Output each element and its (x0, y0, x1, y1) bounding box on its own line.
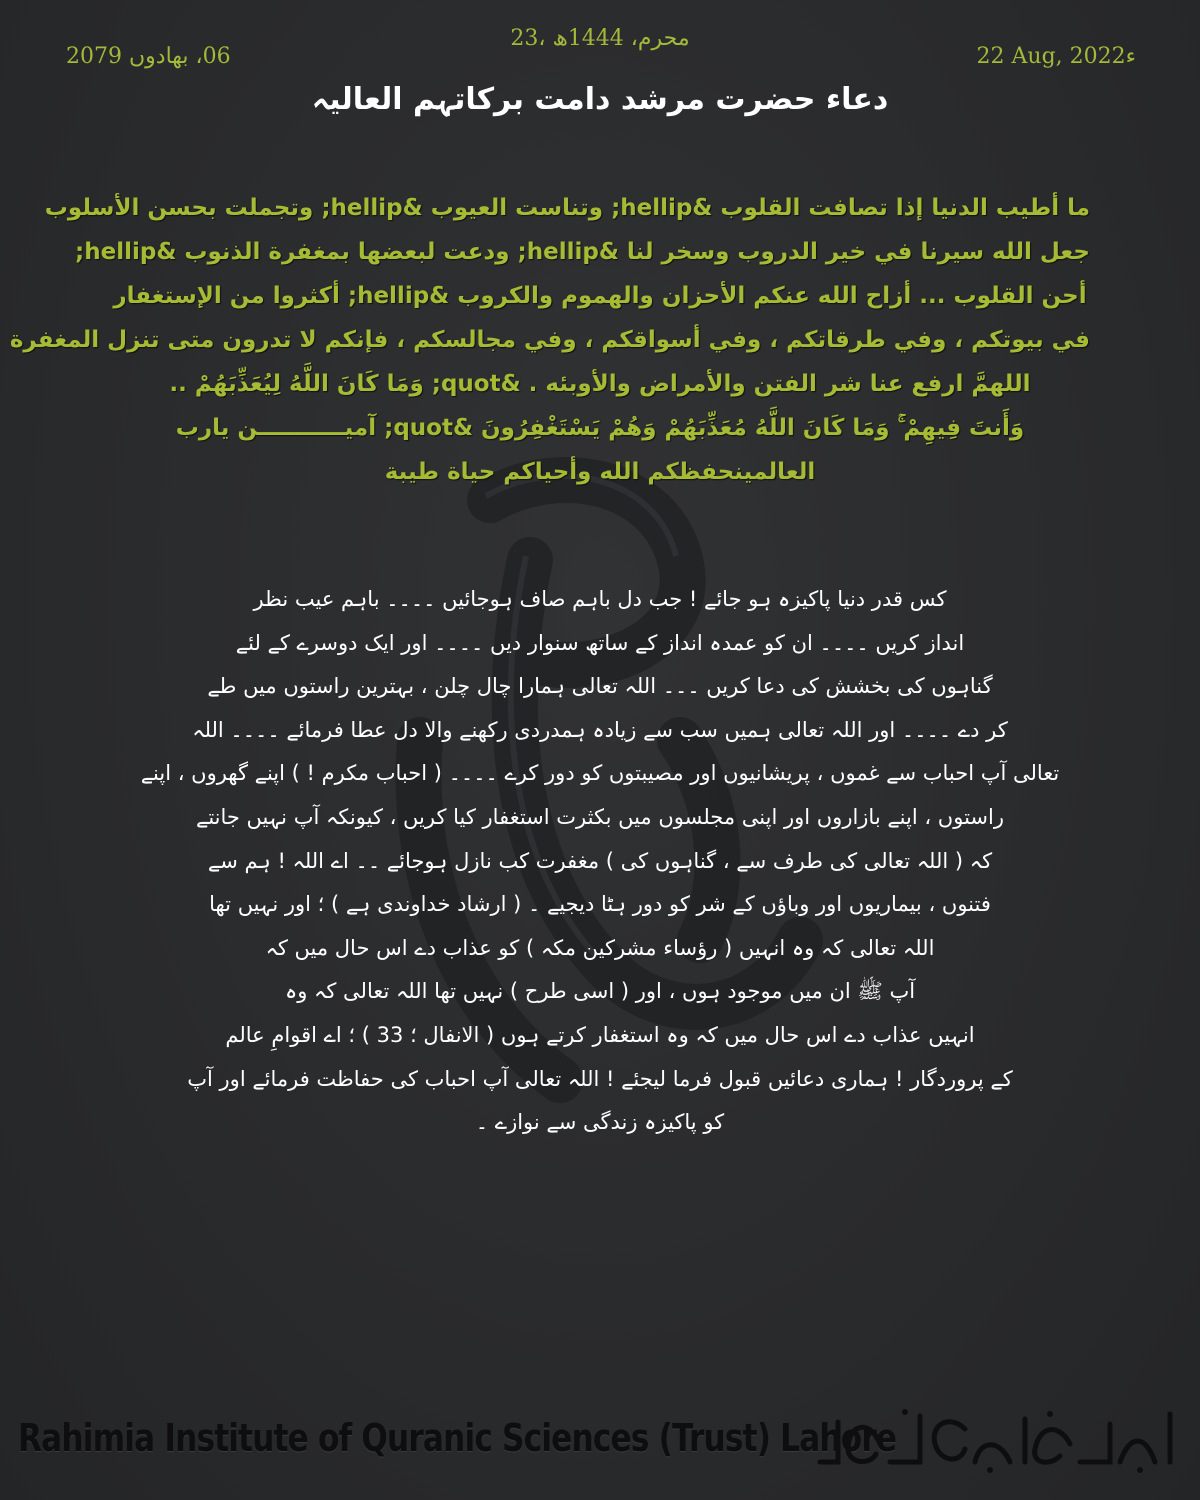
urdu-line: اللہ تعالی کہ وہ انہیں ( رؤساء مشرکین مکہ ) کو عذاب دے اس حال میں کہ (265, 935, 935, 960)
urdu-line: کر دے ۔۔۔۔ اور اللہ تعالی ہمیں سب سے زیادہ ہمدردی رکھنے والا دل عطا فرمائے ۔۔۔۔ اللہ (192, 717, 1008, 742)
footer (18, 1398, 1182, 1478)
urdu-line: کو پاکیزہ زندگی سے نوازے ۔ (475, 1110, 725, 1135)
urdu-line: راستوں ، اپنے بازاروں اور اپنی مجلسوں میں بکثرت استغفار کیا کریں ، کیونکہ آپ نہیں جانتے (196, 804, 1004, 829)
arabic-line: ما أطيب الدنيا إذا تصافت القلوب &hellip; وتناست العيوب &hellip; وتجملت بحسن الأسلوب (44, 195, 1090, 221)
arabic-line: وَأَنتَ فِيهِمْ ۚ وَمَا كَانَ اللَّهُ مُعَذِّبَهُمْ وَهُمْ يَسْتَغْفِرُونَ &quot; آميـــــــــــن يارب (175, 415, 1025, 441)
institute-calligraphy-logo-icon (810, 1404, 1182, 1474)
urdu-line: گناہوں کی بخشش کی دعا کریں ۔۔۔ اللہ تعالی ہمارا چال چلن ، بہترین راستوں میں طے (207, 674, 993, 699)
page-title: دعاء حضرت مرشد دامت برکاتہم العالیہ (311, 82, 889, 117)
urdu-line: کہ ( اللہ تعالی کی طرف سے ، گناہوں کی ) مغفرت کب نازل ہوجائے ۔۔ اے اللہ ! ہم سے (207, 848, 993, 873)
arabic-line: أحن القلوب ... أزاح الله عنكم الأحزان والهموم والكروب &hellip; أكثروا من الإستغفار (113, 283, 1087, 309)
arabic-supplication (9, 186, 1090, 494)
urdu-line: فتنوں ، بیماریوں اور وباؤں کے شر کو دور ہٹا دیجیے ۔ ( ارشاد خداوندی ہے ) ؛ اور نہیں تھا (209, 892, 991, 917)
urdu-line: آپ ﷺ ان میں موجود ہوں ، اور ( اسی طرح ) نہیں تھا اللہ تعالی کہ وہ (284, 979, 916, 1004)
arabic-line: اللهمَّ ارفع عنا شر الفتن والأمراض والأوبئه . &quot; وَمَا كَانَ اللَّهُ لِيُعَذِّبَهُمْ .. (169, 371, 1031, 397)
urdu-line: انہیں عذاب دے اس حال میں کہ وہ استغفار کرتے ہوں ( الانفال ؛ 33 ) ؛ اے اقوامِ عالم (225, 1022, 975, 1047)
urdu-line: کس قدر دنیا پاکیزہ ہو جائے ! جب دل باہم صاف ہوجائیں ۔۔۔۔ باہم عیب نظر (253, 587, 947, 611)
gregorian-date: 22 Aug, 2022ء (976, 44, 1136, 69)
urdu-line: تعالی آپ احباب سے غموں ، پریشانیوں اور مصیبتوں کو دور کرے ۔۔۔۔ ( احباب مکرم ! ) اپنے گھروں ، اپنے (140, 761, 1060, 786)
institute-name: Rahimia Institute of Quranic Sciences (Trust) Lahore (18, 1416, 897, 1460)
urdu-translation (140, 578, 1060, 1145)
urdu-line: کے پروردگار ! ہماری دعائیں قبول فرما لیجئے ! اللہ تعالی آپ احباب کی حفاظت فرمائے اور آپ (187, 1066, 1013, 1091)
arabic-line: في بيوتكم ، وفي طرقاتكم ، وفي أسواقكم ، وفي مجالسكم ، فإنكم لا تدرون متى تنزل المغفرة (9, 327, 1090, 353)
urdu-line: انداز کریں ۔۔۔۔ ان کو عمدہ انداز کے ساتھ سنوار دیں ۔۔۔۔ اور ایک دوسرے کے لئے (235, 630, 965, 655)
bikrami-date: 06، بھادوں 2079 (66, 44, 231, 69)
arabic-line: العالمينحفظكم الله وأحياكم حياة طيبة (384, 459, 816, 485)
arabic-line: جعل الله سيرنا في خير الدروب وسخر لنا &hellip; ودعت لبعضها بمغفرة الذنوب &hellip; (75, 239, 1090, 265)
hijri-date: 23، محرم، 1444ھ (510, 26, 690, 51)
